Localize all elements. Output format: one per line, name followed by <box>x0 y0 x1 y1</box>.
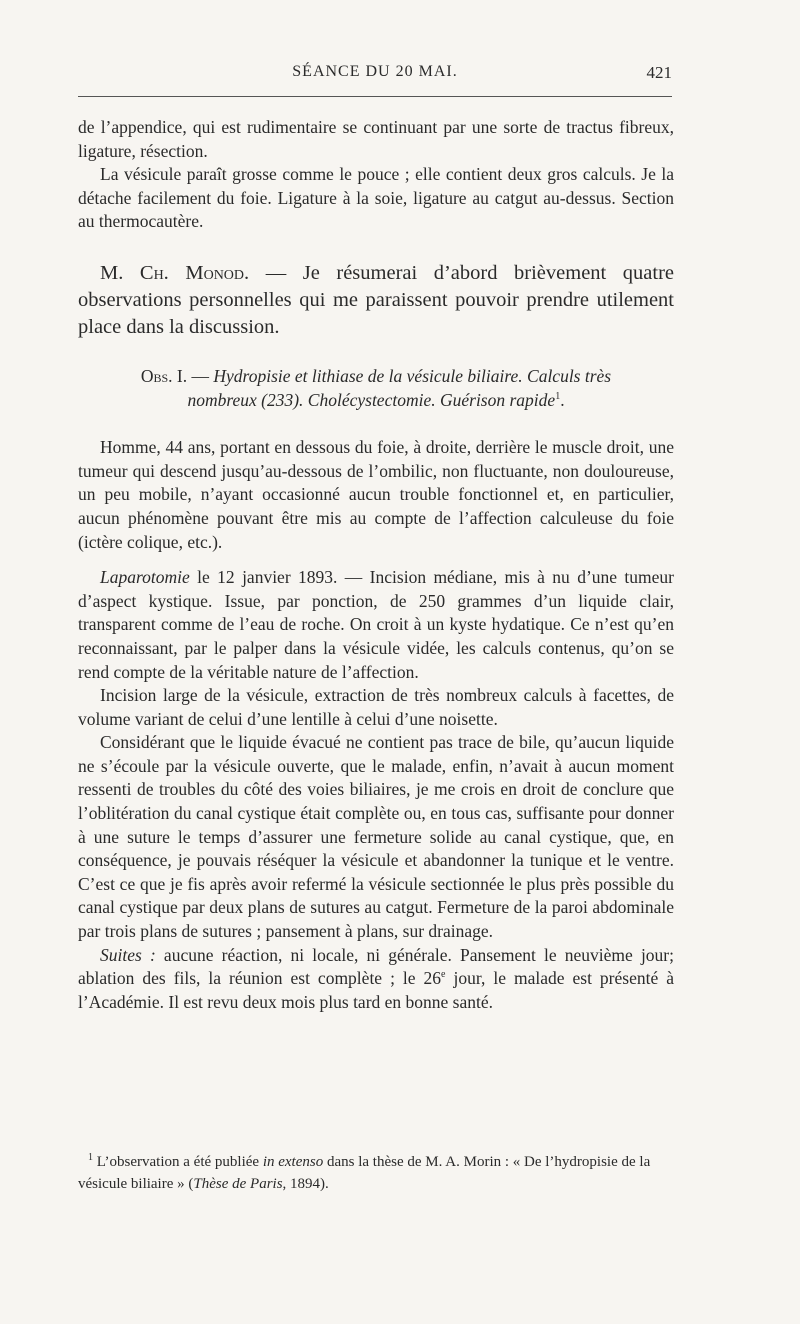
speaker-name: M. Ch. Monod. <box>100 261 250 284</box>
page-number: 421 <box>646 63 672 82</box>
observation-footnote-mark: 1 <box>555 390 561 402</box>
laparotomy-text: le 12 janvier 1893. — Incision médiane, mis à nu d’une tumeur d’aspect kystique. Issue, par ponction, de 250 grammes d’un liquide clair, transparent comme de l’eau de roche. On croit à un kyste hydatique. Ce n’est qu’en reconnaissant, par le palper dans la vésicule vidée, les calculs contenus, qu’on se rend compte de la véritable nature de l’affection. <box>78 567 674 682</box>
observation-label: Obs. I. — <box>140 365 214 386</box>
footnote-text-1: L’observation a été publiée <box>93 1154 263 1170</box>
page-header <box>78 63 672 93</box>
observation-title <box>78 365 674 412</box>
footnote-1 <box>78 1151 674 1195</box>
paragraph-appendix: de l’appendice, qui est rudimentaire se continuant par une sorte de tractus fibreux, ligature, résection. <box>78 117 674 161</box>
footnote-text-2: dans la thèse de M. A. Morin : « De l’hydropisie de la vésicule biliaire » ( <box>78 1154 651 1192</box>
footnote-italic-2: Thèse de Paris <box>193 1176 283 1192</box>
observation-title-end: . <box>560 389 565 410</box>
observation-title-line-1: Hydropisie et lithiase de la vésicule biliaire. Calculs très <box>213 365 612 386</box>
footnotes <box>78 1151 674 1195</box>
paragraph-incision: Incision large de la vésicule, extraction de très nombreux calculs à facettes, de volume variant de celui d’une lentille à celui d’une noisette. <box>78 685 674 729</box>
footnote-mark: 1 <box>88 1152 93 1163</box>
suites-text-1: aucune réaction, ni locale, ni générale. Pansement le neuvième jour; ablation des fils, la réunion est complète ; le 26 <box>78 944 674 989</box>
suites-label: Suites : <box>100 944 156 965</box>
paragraph-laparotomy <box>78 566 674 684</box>
suites-text-2: jour, le malade est présenté à l’Académie. Il est revu deux mois plus tard en bonne santé. <box>78 968 674 1012</box>
footnote-italic-1: in extenso <box>262 1154 324 1170</box>
suites-superscript: e <box>441 969 446 981</box>
paragraph-considering: Considérant que le liquide évacué ne contient pas trace de bile, qu’aucun liquide ne s’écoule par la vésicule ouverte, que le malade, enfin, n’avait à aucun moment ressenti de troubles du côté des voies biliaires, je me crois en droit de conclure que l’oblitération du canal cystique était complète ou, en tous cas, suffisante pour donner à une suture le temps d’assurer une fermeture solide au canal cystique, que, en conséquence, je pouvais réséquer la vésicule et abandonner la tunique et le ventre. C’est ce que je fis après avoir refermé la vésicule sectionnée le plus près possible du canal cystique par deux plans de sutures au catgut. Fermeture de la paroi abdominale par trois plans de sutures ; pansement à plans, sur drainage. <box>78 732 674 942</box>
header-rule <box>78 96 672 97</box>
main-text <box>78 116 674 1014</box>
observation-title-line-2: nombreux (233). Cholécystectomie. Guérison rapide <box>187 389 556 410</box>
speaker-text: — Je résumerai d’abord brièvement quatre observations personnelles qui me paraissent pouvoir prendre utilement place dans la discussion. <box>78 261 675 338</box>
running-title: SÉANCE DU 20 MAI. <box>292 63 458 80</box>
paragraph-suites <box>78 944 674 1015</box>
speaker-paragraph <box>78 260 674 341</box>
laparotomy-label: Laparotomie <box>100 567 190 588</box>
paragraph-case: Homme, 44 ans, portant en dessous du foie, à droite, derrière le muscle droit, une tumeur qui descend jusqu’au-dessous de l’ombilic, non fluctuante, non douloureuse, un peu mobile, n’ayant occasionné aucun trouble fonctionnel et, en particulier, aucun phénomène pouvant être mis au compte de l’affection calculeuse du foie (ictère colique, etc.). <box>78 437 674 552</box>
paragraph-vesicle: La vésicule paraît grosse comme le pouce ; elle contient deux gros calculs. Je la détache facilement du foie. Ligature à la soie, ligature au catgut au-dessus. Section au thermocautère. <box>78 164 674 232</box>
footnote-text-3: , 1894). <box>282 1176 329 1192</box>
